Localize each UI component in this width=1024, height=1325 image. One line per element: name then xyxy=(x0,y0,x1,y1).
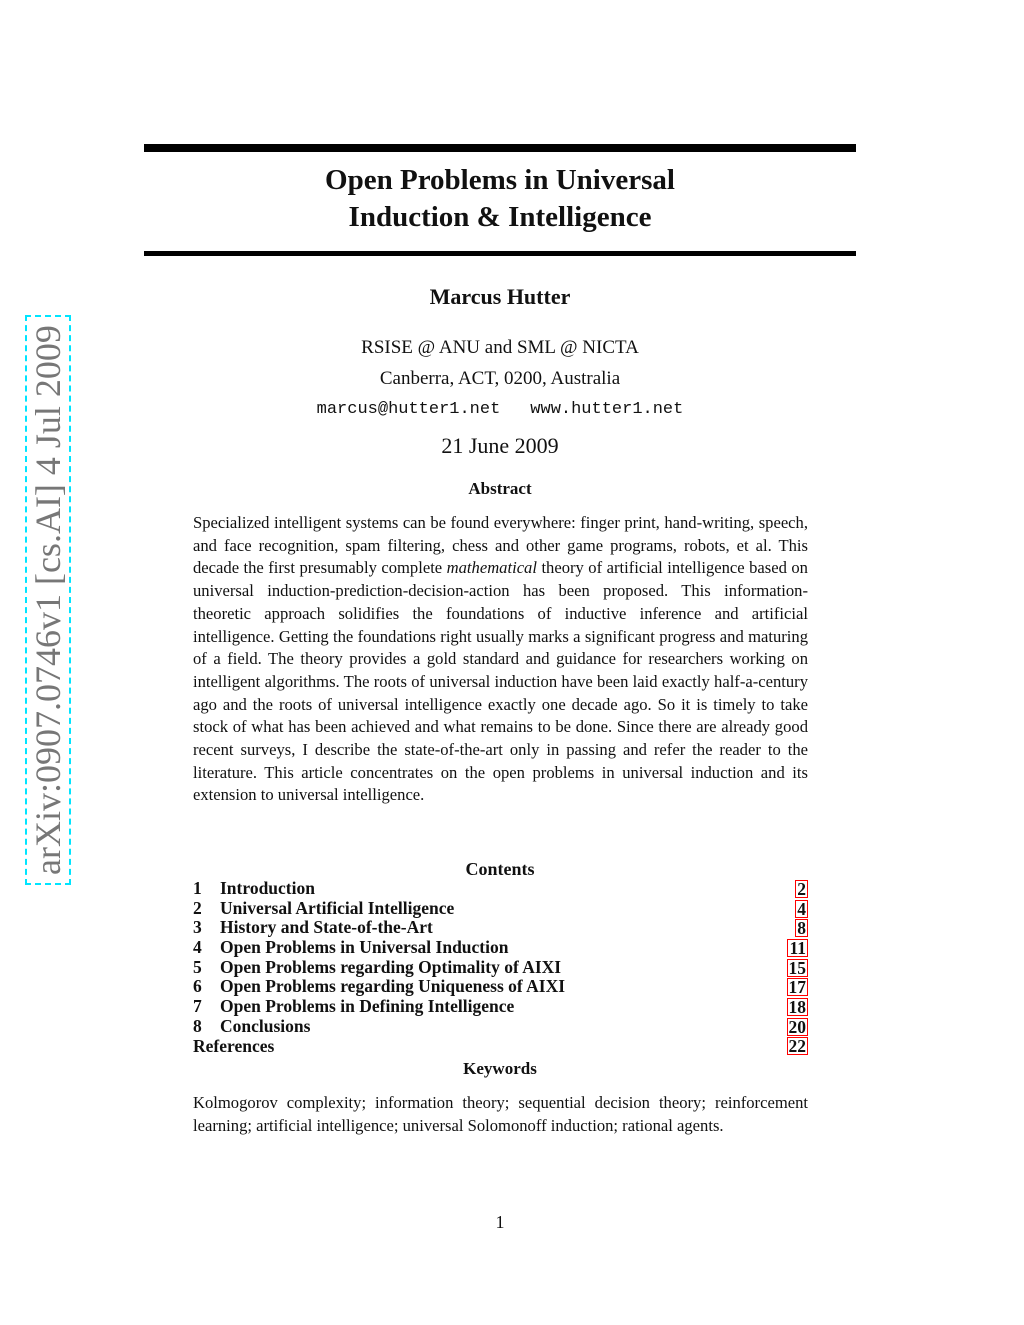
toc-page-link[interactable]: 4 xyxy=(797,898,806,919)
toc-entry-label xyxy=(193,879,315,899)
toc-entry-label xyxy=(193,899,454,919)
title-bottom-rule xyxy=(144,251,856,256)
keywords-text: Kolmogorov complexity; information theory; sequential decision theory; reinforcement learning; artificial intelligence; universal Solomonoff induction; rational agents. xyxy=(193,1093,808,1135)
toc-entry[interactable] xyxy=(193,899,808,919)
toc-page-link[interactable]: 15 xyxy=(788,957,806,978)
toc-entry-number: 6 xyxy=(193,976,202,997)
toc-entry-number: 4 xyxy=(193,937,202,958)
toc-page-link[interactable]: 2 xyxy=(797,878,806,899)
toc-page-link[interactable]: 17 xyxy=(788,977,806,998)
author-website-link[interactable]: www.hutter1.net xyxy=(530,400,684,419)
toc-entry-title: Open Problems in Universal Induction xyxy=(220,937,509,958)
toc-entry-number: 7 xyxy=(193,996,202,1017)
toc-entry-number: 3 xyxy=(193,917,202,938)
title-top-rule xyxy=(144,144,856,152)
contents-heading: Contents xyxy=(465,859,535,879)
contact-line xyxy=(144,394,856,425)
abstract-heading: Abstract xyxy=(468,479,532,498)
toc-entry-title: History and State-of-the-Art xyxy=(220,917,433,938)
toc-entry-title: Universal Artificial Intelligence xyxy=(220,897,455,918)
toc-entry-title: Introduction xyxy=(220,878,315,898)
paper-title xyxy=(144,162,856,236)
author-email-link[interactable]: marcus@hutter1.net xyxy=(316,400,501,419)
affiliation-line-2: Canberra, ACT, 0200, Australia xyxy=(379,368,621,389)
toc-page-link[interactable]: 8 xyxy=(797,918,806,939)
toc-page-link[interactable]: 18 xyxy=(788,996,806,1017)
table-of-contents xyxy=(193,879,808,1056)
toc-entry-label xyxy=(193,938,508,958)
toc-entry[interactable] xyxy=(193,977,808,997)
title-line-1: Open Problems in Universal xyxy=(325,164,675,196)
toc-entry-number: 5 xyxy=(193,956,202,977)
keywords-heading: Keywords xyxy=(463,1059,537,1078)
toc-entry-number: 8 xyxy=(193,1015,202,1036)
toc-entry[interactable] xyxy=(193,879,808,899)
toc-page-link[interactable]: 20 xyxy=(788,1016,806,1037)
toc-entry-label xyxy=(193,918,433,938)
toc-entry[interactable] xyxy=(193,938,808,958)
toc-entry-label xyxy=(193,997,514,1017)
toc-entry[interactable] xyxy=(193,1037,808,1057)
toc-entry-title: Conclusions xyxy=(220,1015,311,1036)
toc-entry[interactable] xyxy=(193,1017,808,1037)
affiliation-block xyxy=(144,332,856,425)
toc-entry[interactable] xyxy=(193,918,808,938)
page-number: 1 xyxy=(495,1212,505,1232)
author-name: Marcus Hutter xyxy=(429,284,571,309)
toc-entry-title: References xyxy=(193,1035,275,1056)
toc-entry-label xyxy=(193,958,561,978)
toc-entry-label xyxy=(193,1037,274,1057)
affiliation-line-1: RSISE @ ANU and SML @ NICTA xyxy=(361,337,639,358)
toc-entry-label xyxy=(193,977,565,997)
abstract-text-part-1: Specialized intelligent systems can be found everywhere: finger print, hand-writing, speech, and face recognition, spam filtering, chess and other game programs, robots, et al. This decade the first presumably complete xyxy=(193,513,808,578)
toc-entry-title: Open Problems in Defining Intelligence xyxy=(220,996,515,1017)
abstract-text xyxy=(193,512,808,807)
abstract-text-emphasis: mathematical xyxy=(446,558,537,578)
toc-entry-number: 1 xyxy=(193,878,202,898)
arxiv-identifier-stamp[interactable]: arXiv:0907.0746v1 [cs.AI] 4 Jul 2009 xyxy=(25,315,71,885)
toc-entry[interactable] xyxy=(193,958,808,978)
paper-date: 21 June 2009 xyxy=(441,433,559,458)
toc-page-link[interactable]: 22 xyxy=(788,1036,806,1057)
toc-entry[interactable] xyxy=(193,997,808,1017)
toc-page-link[interactable]: 11 xyxy=(789,937,806,958)
toc-entry-title: Open Problems regarding Optimality of AIXI xyxy=(220,956,562,977)
title-line-2: Induction & Intelligence xyxy=(348,201,652,233)
toc-entry-number: 2 xyxy=(193,897,202,918)
toc-entry-title: Open Problems regarding Uniqueness of AIXI xyxy=(220,976,566,997)
toc-entry-label xyxy=(193,1017,310,1037)
abstract-text-part-2: theory of artificial intelligence based on universal induction-prediction-decision-action has been proposed. This information-theoretic approach solidifies the foundations of inductive inference and artificial intelligence. Getting the foundations right usually marks a significant progress and maturing of a field. The theory provides a gold standard and guidance for researchers working on intelligent algorithms. The roots of universal induction have been laid exactly half-a-century ago and the roots of universal intelligence exactly one decade ago. So it is timely to take stock of what has been achieved and what remains to be done. Since there are already good recent surveys, I describe the state-of-the-art only in passing and refer the reader to the literature. This article concentrates on the open problems in universal induction and its extension to universal intelligence. xyxy=(193,558,808,805)
